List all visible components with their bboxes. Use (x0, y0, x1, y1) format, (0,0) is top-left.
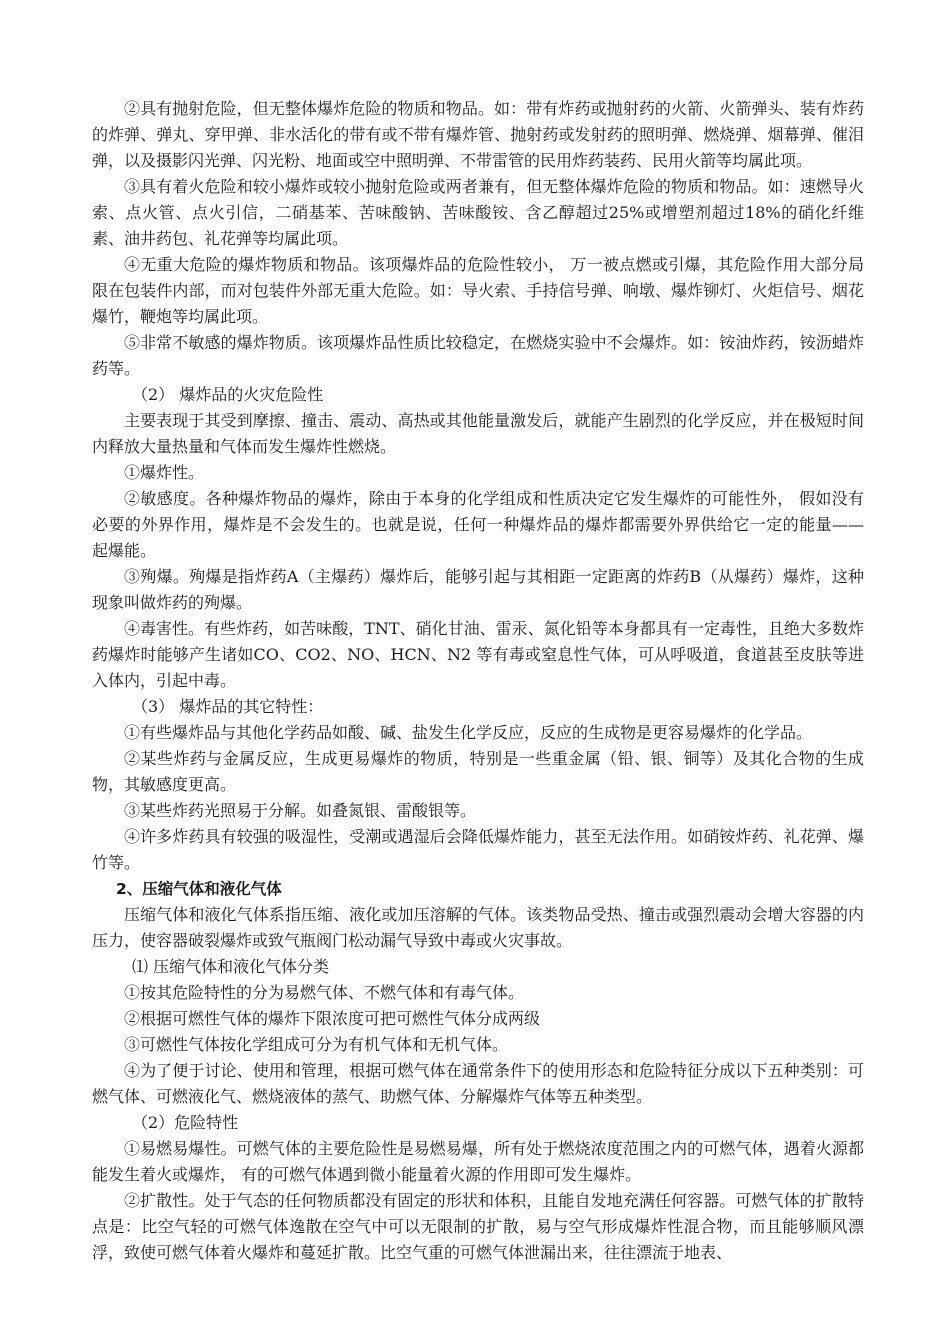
subheading-fire-risk: （2） 爆炸品的火灾危险性 (132, 385, 324, 404)
paragraph-compressed-gas-definition: 压缩气体和液化气体系指压缩、液化或加压溶解的气体。该类物品受热、撞击或强烈震动会增大容器的内压力，使容器破裂爆炸或致气瓶阀门松动漏气导致中毒或火灾事故。 (92, 905, 864, 950)
subheading-gas-classification: ⑴ 压缩气体和液化气体分类 (132, 957, 330, 976)
paragraph-fire-risk-main: 主要表现于其受到摩擦、撞击、震动、高热或其他能量激发后，就能产生剧烈的化学反应，并在极短时间内释放大量热量和气体而发生爆炸性燃烧。 (92, 411, 864, 456)
subheading-other-properties: （3） 爆炸品的其它特性： (132, 697, 324, 716)
paragraph-classification-1: ①按其危险特性的分为易燃气体、不燃气体和有毒气体。 (124, 983, 525, 1002)
paragraph-chemical-reaction: ①有些爆炸品与其他化学药品如酸、碱、盐发生化学反应，反应的生成物是更容易爆炸的化学品。 (124, 723, 813, 742)
paragraph-classification-2: ②根据可燃性气体的爆炸下限浓度可把可燃性气体分成两级 (124, 1009, 541, 1028)
paragraph-classification-3: ③可燃性气体按化学组成可分为有机气体和无机气体。 (124, 1035, 509, 1054)
paragraph-explosiveness: ①爆炸性。 (124, 463, 205, 482)
paragraph-metal-reaction: ②某些炸药与金属反应，生成更易爆炸的物质，特别是一些重金属（铅、银、铜等）及其化合物的生成物，其敏感度更高。 (92, 749, 864, 794)
paragraph-no-major-hazard: ④无重大危险的爆炸物质和物品。该项爆炸品的危险性较小， 万一被点燃或引爆，其危险作用大部分局限在包装件内部，而对包装件外部无重大危险。如：导火索、手持信号弹、响墩、爆炸铆灯、火炬信号、烟花爆竹，鞭炮等均属此项。 (92, 255, 864, 326)
paragraph-hygroscopic: ④许多炸药具有较强的吸湿性，受潮或遇湿后会降低爆炸能力，甚至无法作用。如硝铵炸药、礼花弹、爆竹等。 (92, 827, 864, 872)
paragraph-sympathetic-detonation: ③殉爆。殉爆是指炸药A（主爆药）爆炸后，能够引起与其相距一定距离的炸药B（从爆药）爆炸，这种现象叫做炸药的殉爆。 (92, 567, 864, 612)
paragraph-fire-hazard: ③具有着火危险和较小爆炸或较小抛射危险或两者兼有，但无整体爆炸危险的物质和物品。如：速燃导火索、点火管、点火引信，二硝基苯、苦味酸钠、苦味酸铵、含乙醇超过25%或增塑剂超过18%的硝化纤维素、油井药包、礼花弹等均属此项。 (92, 177, 864, 248)
paragraph-insensitive-substances: ⑤非常不敏感的爆炸物质。该项爆炸品性质比较稳定，在燃烧实验中不会爆炸。如：铵油炸药，铵沥蜡炸药等。 (92, 333, 864, 378)
paragraph-flammability: ①易燃易爆性。可燃气体的主要危险性是易燃易爆，所有处于燃烧浓度范围之内的可燃气体，遇着火源都能发生着火或爆炸， 有的可燃气体遇到微小能量着火源的作用即可发生爆炸。 (92, 1139, 864, 1184)
paragraph-sensitivity: ②敏感度。各种爆炸物品的爆炸，除由于本身的化学组成和性质决定它发生爆炸的可能性外， 假如没有必要的外界作用，爆炸是不会发生的。也就是说，任何一种爆炸品的爆炸都需要外界供给它一定的能量—— 起爆能。 (92, 489, 864, 560)
subheading-hazard-characteristics: （2）危险特性 (132, 1113, 239, 1132)
section-heading-compressed-gas: 2、压缩气体和液化气体 (116, 880, 282, 898)
paragraph-classification-4: ④为了便于讨论、使用和管理，根据可燃气体在通常条件下的使用形态和危险特征分成以下五种类别：可燃气体、可燃液化气、燃烧液体的蒸气、助燃气体、分解爆炸气体等五种类型。 (92, 1061, 864, 1106)
paragraph-toxicity: ④毒害性。有些炸药，如苦味酸，TNT、硝化甘油、雷汞、氮化铅等本身都具有一定毒性，且绝大多数炸药爆炸时能够产生诸如CO、CO2、NO、HCN、N2 等有毒或窒息性气体，可从呼吸道，食道甚至皮肤等进入体内，引起中毒。 (92, 619, 864, 690)
paragraph-projection-hazard: ②具有抛射危险，但无整体爆炸危险的物质和物品。如：带有炸药或抛射药的火箭、火箭弹头、装有炸药的炸弹、弹丸、穿甲弹、非水活化的带有或不带有爆炸管、抛射药或发射药的照明弹、燃烧弹、烟幕弹、催泪弹，以及摄影闪光弹、闪光粉、地面或空中照明弹、不带雷管的民用炸药装药、民用火箭等均属此项。 (92, 99, 864, 170)
paragraph-diffusivity: ②扩散性。处于气态的任何物质都没有固定的形状和体积，且能自发地充满任何容器。可燃气体的扩散特点是：比空气轻的可燃气体逸散在空气中可以无限制的扩散，易与空气形成爆炸性混合物，而且能够顺风漂浮，致使可燃气体着火爆炸和蔓延扩散。比空气重的可燃气体泄漏出来，往往漂流于地表、 (92, 1191, 864, 1262)
paragraph-light-decomposition: ③某些炸药光照易于分解。如叠氮银、雷酸银等。 (124, 801, 477, 820)
document-page (92, 96, 864, 1266)
